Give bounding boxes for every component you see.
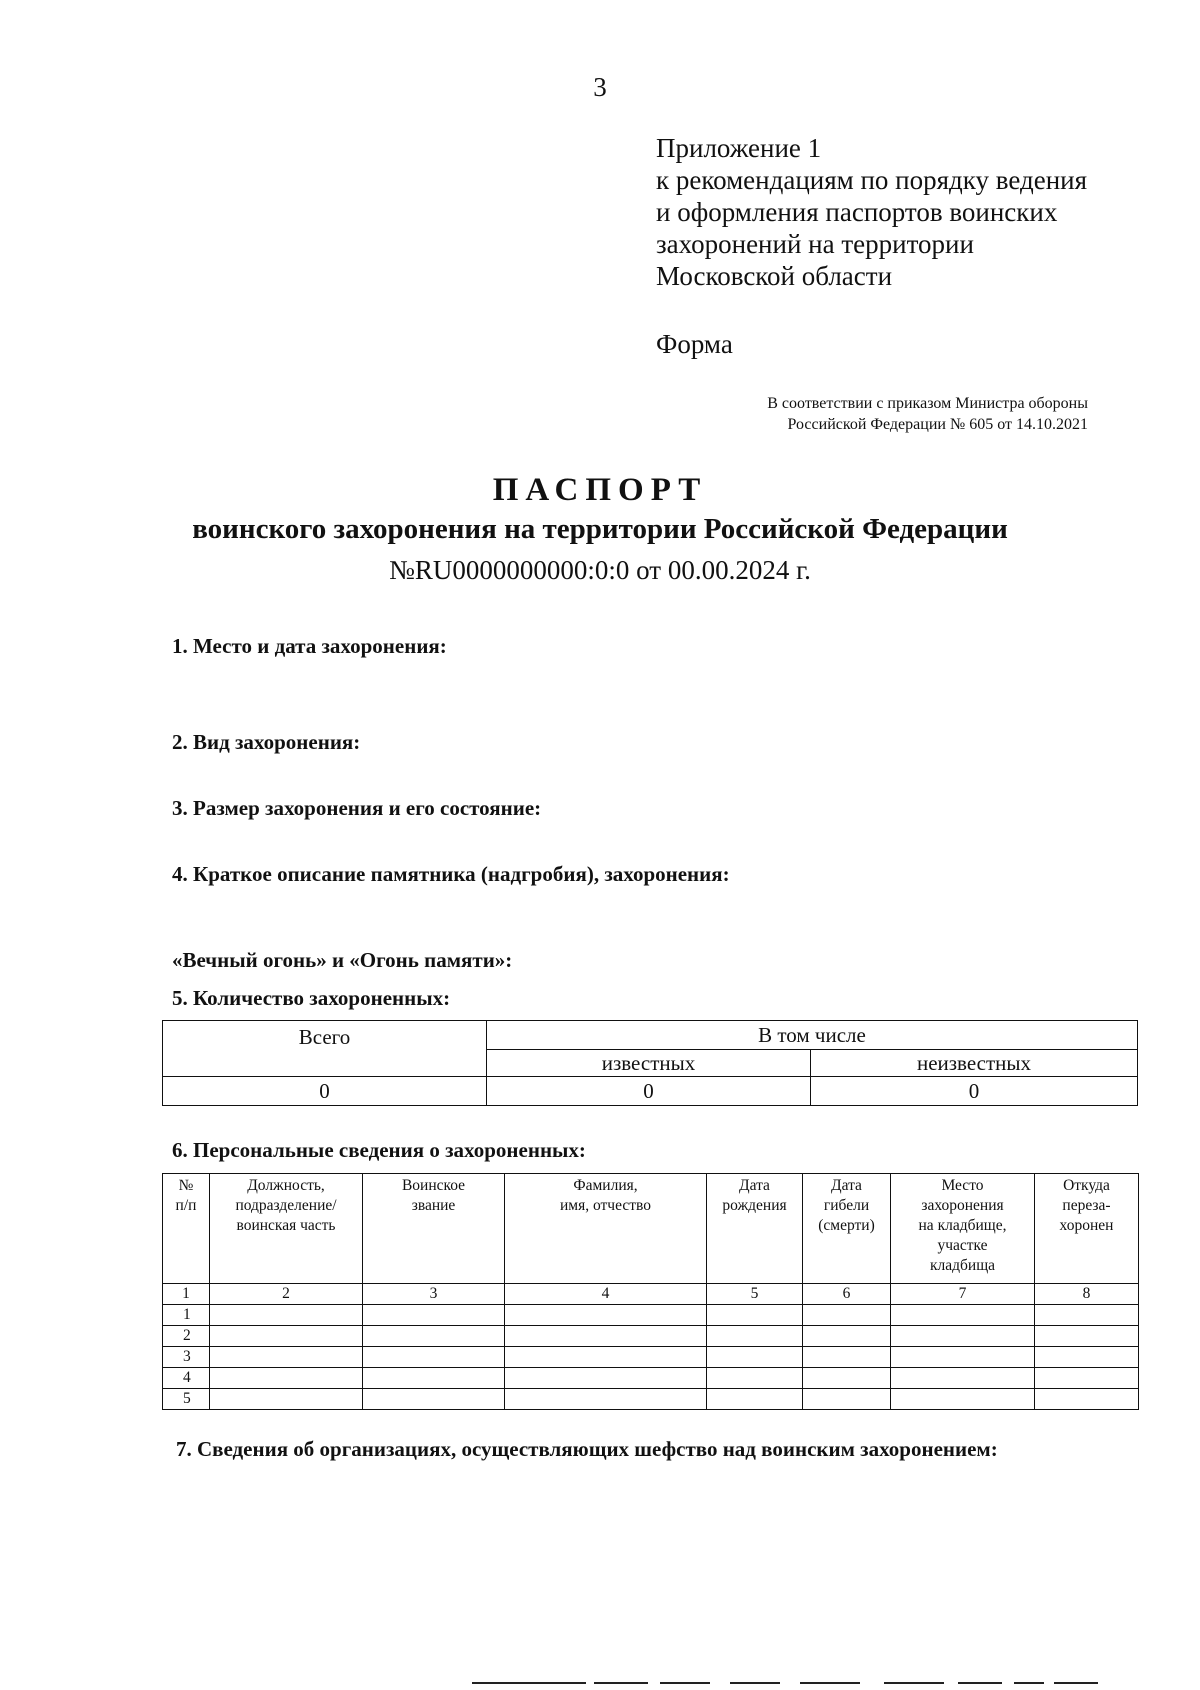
table-row [163, 1368, 1139, 1389]
table-cell [707, 1326, 803, 1347]
scan-artifact-line [958, 1682, 1002, 1684]
column-header [891, 1174, 1035, 1284]
table-row [163, 1326, 1139, 1347]
table-row [163, 1347, 1139, 1368]
row-number: 5 [163, 1389, 210, 1410]
table-cell [210, 1347, 363, 1368]
appendix-line: захоронений на территории [656, 229, 974, 259]
section-2-heading: 2. Вид захоронения: [172, 730, 361, 754]
column-number: 4 [505, 1284, 707, 1305]
table-cell [505, 1368, 707, 1389]
column-header [363, 1174, 505, 1284]
column-header [1035, 1174, 1139, 1284]
eternal-flame-heading: «Вечный огонь» и «Огонь памяти»: [172, 948, 513, 972]
column-header-line: имя, отчество [560, 1197, 651, 1214]
table-row [163, 1389, 1139, 1410]
table-cell [210, 1368, 363, 1389]
row-number: 2 [163, 1326, 210, 1347]
column-header-line: воинская часть [236, 1217, 336, 1234]
column-number: 6 [803, 1284, 891, 1305]
table-cell [363, 1305, 505, 1326]
table-cell [1035, 1389, 1139, 1410]
table-cell [505, 1389, 707, 1410]
column-header-line: (смерти) [818, 1217, 875, 1234]
table-cell [891, 1326, 1035, 1347]
table-cell [891, 1389, 1035, 1410]
column-header-line: переза- [1062, 1197, 1111, 1214]
table-cell [803, 1368, 891, 1389]
column-header-line: Должность, [247, 1177, 325, 1194]
section-5-heading: 5. Количество захороненных: [172, 986, 451, 1010]
row-number: 3 [163, 1347, 210, 1368]
page-number: 3 [593, 72, 607, 102]
table-cell [707, 1347, 803, 1368]
table-cell [505, 1347, 707, 1368]
scan-artifact-line [1054, 1682, 1098, 1684]
table-cell [505, 1305, 707, 1326]
row-number: 1 [163, 1305, 210, 1326]
table-header-row [163, 1174, 1139, 1284]
appendix-line: Московской области [656, 261, 893, 291]
section-3-heading: 3. Размер захоронения и его состояние: [172, 796, 542, 820]
table-cell [1035, 1368, 1139, 1389]
column-header-line: на кладбище, [918, 1217, 1007, 1234]
column-header-line: № [178, 1177, 194, 1194]
table-cell [210, 1305, 363, 1326]
column-header [210, 1174, 363, 1284]
table-cell [891, 1305, 1035, 1326]
table-cell [363, 1368, 505, 1389]
column-header-line: захоронения [921, 1197, 1004, 1214]
column-number-row [163, 1284, 1139, 1305]
column-header [163, 1174, 210, 1284]
table-cell [803, 1326, 891, 1347]
document-subtitle: воинского захоронения на территории Российской Федерации [192, 513, 1008, 545]
document-title: ПАСПОРТ [492, 472, 708, 508]
table-cell [803, 1305, 891, 1326]
column-header-line: Воинское [401, 1177, 466, 1194]
total-header: Всего [163, 1021, 487, 1077]
section-6-heading: 6. Персональные сведения о захороненных: [172, 1138, 586, 1162]
column-header-line: п/п [175, 1197, 197, 1214]
column-number: 2 [210, 1284, 363, 1305]
table-cell [210, 1326, 363, 1347]
table-cell [363, 1326, 505, 1347]
scan-artifact-line [730, 1682, 780, 1684]
column-header [803, 1174, 891, 1284]
table-cell [363, 1347, 505, 1368]
column-header-line: Откуда [1063, 1177, 1110, 1194]
column-header-line: участке [937, 1237, 988, 1254]
appendix-line: к рекомендациям по порядку ведения [656, 165, 1088, 195]
table-cell [891, 1368, 1035, 1389]
column-number: 7 [891, 1284, 1035, 1305]
scan-artifact-line [800, 1682, 860, 1684]
column-header-line: звание [411, 1197, 456, 1214]
column-number: 5 [707, 1284, 803, 1305]
table-cell [707, 1305, 803, 1326]
order-reference-line: Российской Федерации № 605 от 14.10.2021 [787, 416, 1088, 433]
appendix-line: и оформления паспортов воинских [656, 197, 1058, 227]
column-header [707, 1174, 803, 1284]
scan-artifact-line [660, 1682, 710, 1684]
order-reference [600, 393, 1088, 435]
column-header-line: рождения [722, 1197, 787, 1214]
burial-count-table [162, 1020, 1138, 1106]
unknown-value: 0 [811, 1077, 1138, 1106]
table-cell [707, 1389, 803, 1410]
section-7-heading: 7. Сведения об организациях, осуществляющих шефство над воинским захоронением: [176, 1437, 998, 1461]
scan-artifact-line [1014, 1682, 1044, 1684]
table-cell [1035, 1326, 1139, 1347]
known-header: известных [487, 1050, 811, 1077]
column-number: 8 [1035, 1284, 1139, 1305]
appendix-block [656, 132, 1087, 292]
row-number: 4 [163, 1368, 210, 1389]
table-cell [803, 1389, 891, 1410]
column-header-line: гибели [823, 1197, 870, 1214]
section-1-heading: 1. Место и дата захоронения: [172, 634, 447, 658]
table-cell [210, 1389, 363, 1410]
section-4-heading: 4. Краткое описание памятника (надгробия), захоронения: [172, 862, 730, 886]
column-header [505, 1174, 707, 1284]
column-header-line: кладбища [929, 1257, 996, 1274]
scan-artifact-line [884, 1682, 944, 1684]
table-row [163, 1305, 1139, 1326]
table-cell [1035, 1347, 1139, 1368]
column-number: 3 [363, 1284, 505, 1305]
order-reference-line: В соответствии с приказом Министра обороны [767, 395, 1088, 412]
column-header-line: подразделение/ [235, 1197, 337, 1214]
total-value: 0 [163, 1077, 487, 1106]
table-cell [505, 1326, 707, 1347]
table-cell [1035, 1305, 1139, 1326]
appendix-line: Приложение 1 [656, 133, 822, 163]
personal-info-table [162, 1173, 1139, 1410]
column-header-line: Место [941, 1177, 984, 1194]
form-label: Форма [656, 329, 733, 359]
column-header-line: Дата [739, 1177, 770, 1194]
passport-number: №RU0000000000:0:0 от 00.00.2024 г. [389, 555, 811, 585]
table-cell [363, 1389, 505, 1410]
unknown-header: неизвестных [811, 1050, 1138, 1077]
table-cell [891, 1347, 1035, 1368]
known-value: 0 [487, 1077, 811, 1106]
column-header-line: хоронен [1059, 1217, 1114, 1234]
scan-artifact-line [594, 1682, 648, 1684]
column-number: 1 [163, 1284, 210, 1305]
table-cell [707, 1368, 803, 1389]
including-header: В том числе [487, 1021, 1138, 1050]
scan-artifact-line [472, 1682, 586, 1684]
column-header-line: Дата [831, 1177, 862, 1194]
table-cell [803, 1347, 891, 1368]
column-header-line: Фамилия, [573, 1177, 638, 1194]
